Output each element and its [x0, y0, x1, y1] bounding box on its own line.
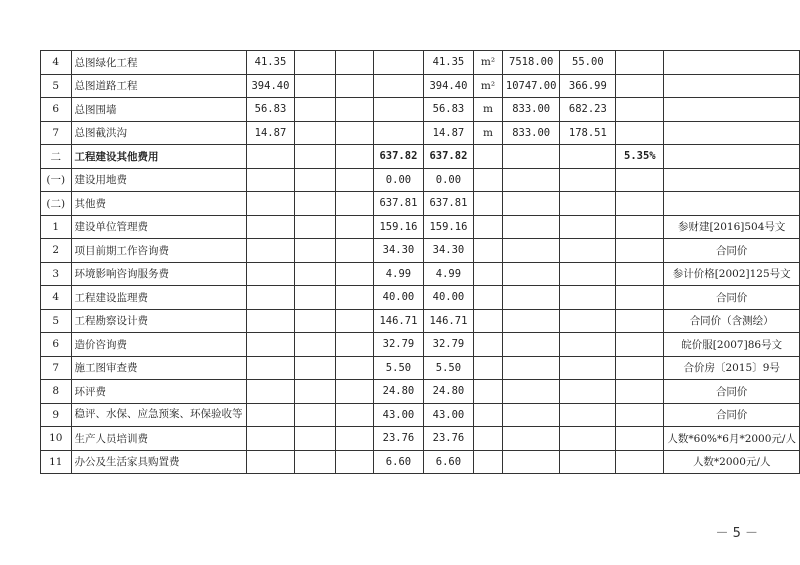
quantity-cell: [502, 215, 560, 239]
installation-cost-cell: [335, 333, 374, 357]
page-number: － 5 －: [715, 526, 758, 541]
remark-cell: [664, 121, 800, 145]
quantity-cell: [502, 333, 560, 357]
unit-cell: m: [474, 121, 503, 145]
construction-cost-cell: 14.87: [246, 121, 295, 145]
percentage-cell: [616, 121, 664, 145]
other-cost-cell: 146.71: [374, 309, 424, 333]
row-number-cell: 11: [41, 450, 72, 474]
other-cost-cell: 40.00: [374, 286, 424, 310]
unit-cell: [474, 450, 503, 474]
remark-cell: 参计价格[2002]125号文: [664, 262, 800, 286]
quantity-cell: 833.00: [502, 121, 560, 145]
installation-cost-cell: [335, 121, 374, 145]
installation-cost-cell: [335, 98, 374, 122]
total-cost-cell: 0.00: [423, 168, 473, 192]
equipment-cost-cell: [295, 192, 335, 216]
installation-cost-cell: [335, 286, 374, 310]
unit-price-cell: [560, 450, 616, 474]
total-cost-cell: 14.87: [423, 121, 473, 145]
row-number-cell: (一): [41, 168, 72, 192]
table-row: [41, 74, 800, 98]
quantity-cell: [502, 239, 560, 263]
unit-cell: [474, 356, 503, 380]
unit-cell: m²: [474, 51, 503, 75]
unit-price-cell: [560, 145, 616, 169]
unit-cell: [474, 309, 503, 333]
quantity-cell: [502, 380, 560, 404]
table-row: [41, 403, 800, 427]
row-number-cell: 6: [41, 98, 72, 122]
item-name-cell: 总图绿化工程: [71, 51, 246, 75]
total-cost-cell: 40.00: [423, 286, 473, 310]
equipment-cost-cell: [295, 51, 335, 75]
remark-cell: [664, 51, 800, 75]
row-number-cell: 4: [41, 286, 72, 310]
unit-cell: [474, 286, 503, 310]
other-cost-cell: 637.81: [374, 192, 424, 216]
quantity-cell: [502, 356, 560, 380]
construction-cost-cell: 56.83: [246, 98, 295, 122]
other-cost-cell: 32.79: [374, 333, 424, 357]
row-number-cell: 3: [41, 262, 72, 286]
installation-cost-cell: [335, 450, 374, 474]
percentage-cell: [616, 380, 664, 404]
remark-cell: [664, 98, 800, 122]
installation-cost-cell: [335, 262, 374, 286]
percentage-cell: [616, 333, 664, 357]
construction-cost-cell: [246, 192, 295, 216]
item-name-cell: 建设用地费: [71, 168, 246, 192]
percentage-cell: [616, 74, 664, 98]
unit-price-cell: [560, 309, 616, 333]
total-cost-cell: 56.83: [423, 98, 473, 122]
construction-cost-cell: 41.35: [246, 51, 295, 75]
percentage-cell: [616, 215, 664, 239]
quantity-cell: [502, 427, 560, 451]
remark-cell: [664, 192, 800, 216]
other-cost-cell: 0.00: [374, 168, 424, 192]
other-cost-cell: [374, 74, 424, 98]
percentage-cell: [616, 98, 664, 122]
percentage-cell: [616, 450, 664, 474]
installation-cost-cell: [335, 74, 374, 98]
unit-cell: m²: [474, 74, 503, 98]
row-number-cell: 7: [41, 121, 72, 145]
equipment-cost-cell: [295, 286, 335, 310]
row-number-cell: 8: [41, 380, 72, 404]
item-name-cell: 工程建设监理费: [71, 286, 246, 310]
table-row: [41, 168, 800, 192]
quantity-cell: [502, 192, 560, 216]
unit-cell: [474, 215, 503, 239]
equipment-cost-cell: [295, 74, 335, 98]
table-row: [41, 380, 800, 404]
percentage-cell: 5.35%: [616, 145, 664, 169]
table-row: [41, 239, 800, 263]
table-row: [41, 286, 800, 310]
unit-price-cell: [560, 403, 616, 427]
item-name-cell: 办公及生活家具购置费: [71, 450, 246, 474]
total-cost-cell: 32.79: [423, 333, 473, 357]
construction-cost-cell: [246, 356, 295, 380]
unit-cell: [474, 427, 503, 451]
row-number-cell: 9: [41, 403, 72, 427]
installation-cost-cell: [335, 356, 374, 380]
remark-cell: 皖价服[2007]86号文: [664, 333, 800, 357]
equipment-cost-cell: [295, 145, 335, 169]
remark-cell: 合同价: [664, 380, 800, 404]
remark-cell: 合同价: [664, 286, 800, 310]
remark-cell: [664, 145, 800, 169]
item-name-cell: 总图围墙: [71, 98, 246, 122]
quantity-cell: [502, 450, 560, 474]
installation-cost-cell: [335, 403, 374, 427]
unit-cell: [474, 380, 503, 404]
remark-cell: 合价房〔2015〕9号: [664, 356, 800, 380]
row-number-cell: 1: [41, 215, 72, 239]
table-row: [41, 262, 800, 286]
item-name-cell: 工程勘察设计费: [71, 309, 246, 333]
quantity-cell: [502, 309, 560, 333]
quantity-cell: [502, 286, 560, 310]
total-cost-cell: 394.40: [423, 74, 473, 98]
quantity-cell: [502, 403, 560, 427]
remark-cell: 人数*60%*6月*2000元/人: [664, 427, 800, 451]
remark-cell: 合同价（含测绘）: [664, 309, 800, 333]
percentage-cell: [616, 309, 664, 333]
other-cost-cell: [374, 98, 424, 122]
row-number-cell: 2: [41, 239, 72, 263]
unit-cell: [474, 192, 503, 216]
total-cost-cell: 41.35: [423, 51, 473, 75]
row-number-cell: 6: [41, 333, 72, 357]
unit-price-cell: [560, 192, 616, 216]
percentage-cell: [616, 262, 664, 286]
other-cost-cell: 159.16: [374, 215, 424, 239]
construction-cost-cell: [246, 380, 295, 404]
percentage-cell: [616, 356, 664, 380]
table-row: [41, 145, 800, 169]
unit-price-cell: 682.23: [560, 98, 616, 122]
remark-cell: 参财建[2016]504号文: [664, 215, 800, 239]
remark-cell: 合同价: [664, 403, 800, 427]
remark-cell: [664, 74, 800, 98]
item-name-cell: 建设单位管理费: [71, 215, 246, 239]
unit-price-cell: [560, 380, 616, 404]
equipment-cost-cell: [295, 98, 335, 122]
construction-cost-cell: [246, 215, 295, 239]
other-cost-cell: 4.99: [374, 262, 424, 286]
row-number-cell: (二): [41, 192, 72, 216]
table-row: [41, 450, 800, 474]
table-row: [41, 356, 800, 380]
construction-cost-cell: [246, 427, 295, 451]
equipment-cost-cell: [295, 427, 335, 451]
table-row: [41, 98, 800, 122]
item-name-cell: 其他费: [71, 192, 246, 216]
unit-cell: [474, 239, 503, 263]
construction-cost-cell: [246, 286, 295, 310]
unit-price-cell: 366.99: [560, 74, 616, 98]
remark-cell: 合同价: [664, 239, 800, 263]
item-name-cell: 造价咨询费: [71, 333, 246, 357]
percentage-cell: [616, 286, 664, 310]
quantity-cell: 833.00: [502, 98, 560, 122]
table-row: [41, 215, 800, 239]
row-number-cell: 4: [41, 51, 72, 75]
total-cost-cell: 4.99: [423, 262, 473, 286]
quantity-cell: 7518.00: [502, 51, 560, 75]
row-number-cell: 二: [41, 145, 72, 169]
total-cost-cell: 637.82: [423, 145, 473, 169]
table-row: [41, 51, 800, 75]
unit-price-cell: [560, 427, 616, 451]
other-cost-cell: 23.76: [374, 427, 424, 451]
equipment-cost-cell: [295, 333, 335, 357]
installation-cost-cell: [335, 427, 374, 451]
total-cost-cell: 6.60: [423, 450, 473, 474]
item-name-cell: 总图截洪沟: [71, 121, 246, 145]
construction-cost-cell: [246, 403, 295, 427]
quantity-cell: [502, 145, 560, 169]
unit-price-cell: [560, 286, 616, 310]
equipment-cost-cell: [295, 403, 335, 427]
construction-cost-cell: [246, 309, 295, 333]
other-cost-cell: 6.60: [374, 450, 424, 474]
other-cost-cell: 637.82: [374, 145, 424, 169]
equipment-cost-cell: [295, 239, 335, 263]
installation-cost-cell: [335, 380, 374, 404]
installation-cost-cell: [335, 309, 374, 333]
cost-estimate-table: [40, 50, 800, 474]
quantity-cell: [502, 262, 560, 286]
equipment-cost-cell: [295, 121, 335, 145]
remark-cell: 人数*2000元/人: [664, 450, 800, 474]
unit-price-cell: [560, 168, 616, 192]
item-name-cell: 项目前期工作咨询费: [71, 239, 246, 263]
item-name-cell: 环评费: [71, 380, 246, 404]
unit-cell: [474, 262, 503, 286]
unit-cell: m: [474, 98, 503, 122]
unit-price-cell: [560, 239, 616, 263]
total-cost-cell: 34.30: [423, 239, 473, 263]
other-cost-cell: 43.00: [374, 403, 424, 427]
total-cost-cell: 146.71: [423, 309, 473, 333]
total-cost-cell: 43.00: [423, 403, 473, 427]
unit-price-cell: [560, 262, 616, 286]
percentage-cell: [616, 168, 664, 192]
unit-cell: [474, 168, 503, 192]
quantity-cell: [502, 168, 560, 192]
installation-cost-cell: [335, 51, 374, 75]
percentage-cell: [616, 427, 664, 451]
equipment-cost-cell: [295, 450, 335, 474]
percentage-cell: [616, 192, 664, 216]
construction-cost-cell: [246, 450, 295, 474]
unit-price-cell: 178.51: [560, 121, 616, 145]
unit-price-cell: [560, 215, 616, 239]
table-body: [41, 51, 800, 474]
other-cost-cell: 5.50: [374, 356, 424, 380]
total-cost-cell: 23.76: [423, 427, 473, 451]
other-cost-cell: [374, 51, 424, 75]
installation-cost-cell: [335, 239, 374, 263]
table-row: [41, 427, 800, 451]
percentage-cell: [616, 239, 664, 263]
item-name-cell: 施工图审查费: [71, 356, 246, 380]
construction-cost-cell: 394.40: [246, 74, 295, 98]
equipment-cost-cell: [295, 380, 335, 404]
table-row: [41, 309, 800, 333]
table-row: [41, 121, 800, 145]
percentage-cell: [616, 403, 664, 427]
equipment-cost-cell: [295, 262, 335, 286]
construction-cost-cell: [246, 239, 295, 263]
unit-cell: [474, 333, 503, 357]
quantity-cell: 10747.00: [502, 74, 560, 98]
unit-cell: [474, 403, 503, 427]
construction-cost-cell: [246, 168, 295, 192]
other-cost-cell: [374, 121, 424, 145]
installation-cost-cell: [335, 168, 374, 192]
other-cost-cell: 34.30: [374, 239, 424, 263]
construction-cost-cell: [246, 262, 295, 286]
item-name-cell: 生产人员培训费: [71, 427, 246, 451]
installation-cost-cell: [335, 192, 374, 216]
unit-cell: [474, 145, 503, 169]
unit-price-cell: 55.00: [560, 51, 616, 75]
remark-cell: [664, 168, 800, 192]
total-cost-cell: 159.16: [423, 215, 473, 239]
row-number-cell: 7: [41, 356, 72, 380]
row-number-cell: 10: [41, 427, 72, 451]
equipment-cost-cell: [295, 356, 335, 380]
item-name-cell: 总图道路工程: [71, 74, 246, 98]
installation-cost-cell: [335, 145, 374, 169]
table-row: [41, 192, 800, 216]
other-cost-cell: 24.80: [374, 380, 424, 404]
construction-cost-cell: [246, 333, 295, 357]
item-name-cell: 环境影响咨询服务费: [71, 262, 246, 286]
item-name-cell: 工程建设其他费用: [71, 145, 246, 169]
total-cost-cell: 637.81: [423, 192, 473, 216]
percentage-cell: [616, 51, 664, 75]
row-number-cell: 5: [41, 309, 72, 333]
item-name-cell: 稳评、水保、应急预案、环保验收等: [71, 403, 246, 427]
installation-cost-cell: [335, 215, 374, 239]
unit-price-cell: [560, 333, 616, 357]
equipment-cost-cell: [295, 215, 335, 239]
unit-price-cell: [560, 356, 616, 380]
construction-cost-cell: [246, 145, 295, 169]
equipment-cost-cell: [295, 168, 335, 192]
total-cost-cell: 24.80: [423, 380, 473, 404]
table-row: [41, 333, 800, 357]
equipment-cost-cell: [295, 309, 335, 333]
total-cost-cell: 5.50: [423, 356, 473, 380]
row-number-cell: 5: [41, 74, 72, 98]
